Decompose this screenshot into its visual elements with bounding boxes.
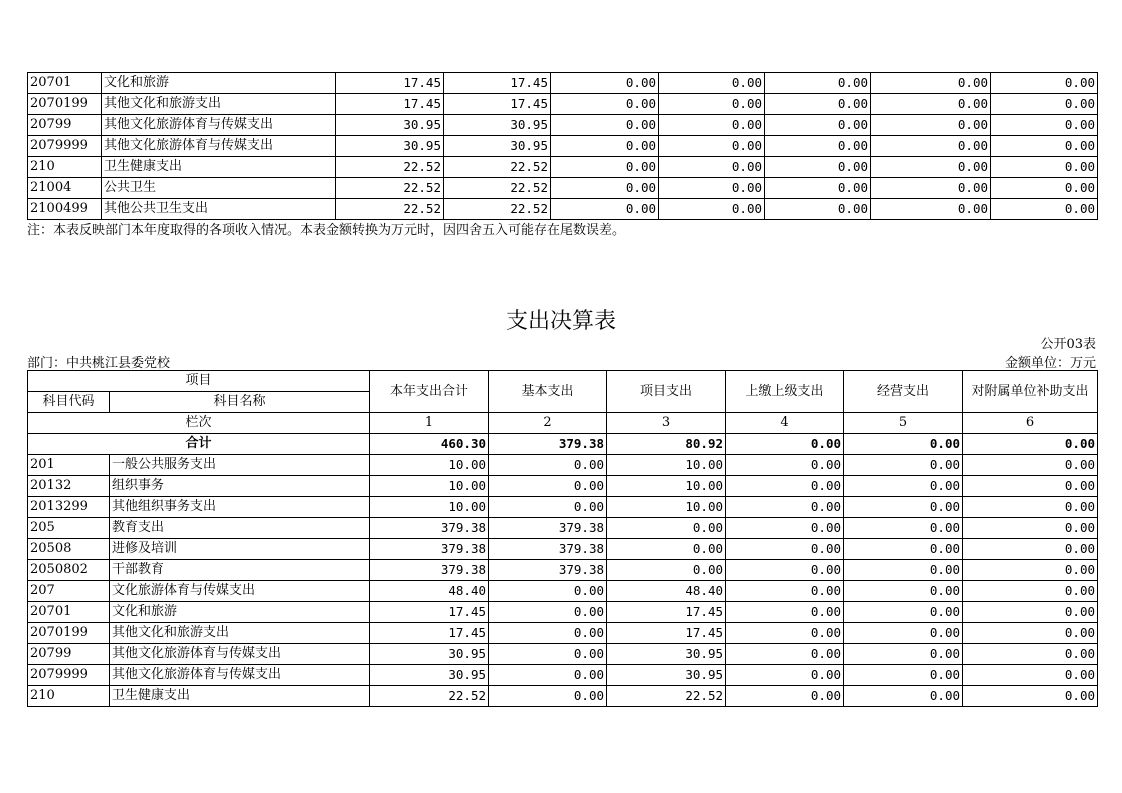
- amount-cell: 0.00: [963, 623, 1098, 644]
- amount-cell: 0.00: [607, 518, 726, 539]
- amount-cell: 0.00: [489, 476, 607, 497]
- amount-cell: 0.00: [765, 73, 871, 94]
- subject-code: 2070199: [28, 94, 102, 115]
- amount-cell: 17.45: [370, 602, 489, 623]
- amount-cell: 379.38: [489, 518, 607, 539]
- subject-name: 其他文化旅游体育与传媒支出: [102, 136, 336, 157]
- subject-name: 进修及培训: [110, 539, 370, 560]
- amount-cell: 10.00: [607, 476, 726, 497]
- subject-name: 其他文化和旅游支出: [102, 94, 336, 115]
- amount-cell: 0.00: [844, 623, 963, 644]
- amount-cell: 0.00: [844, 518, 963, 539]
- subject-name: 干部教育: [110, 560, 370, 581]
- page-title: 支出决算表: [505, 309, 616, 334]
- table-row: [28, 644, 1098, 665]
- amount-cell: 0.00: [963, 455, 1098, 476]
- subject-code: 205: [28, 518, 110, 539]
- subject-code: 2100499: [28, 199, 102, 220]
- total-label: 合计: [28, 434, 370, 455]
- subject-code: 20799: [28, 644, 110, 665]
- table-row: [28, 94, 1098, 115]
- amount-cell: 0.00: [765, 157, 871, 178]
- amount-cell: 0.00: [489, 686, 607, 707]
- subject-code: 20508: [28, 539, 110, 560]
- amount-cell: 10.00: [370, 497, 489, 518]
- header-col-5: 经营支出: [844, 371, 963, 413]
- amount-cell: 0.00: [765, 178, 871, 199]
- table-row: [28, 199, 1098, 220]
- amount-cell: 0.00: [726, 539, 844, 560]
- amount-cell: 0.00: [871, 94, 991, 115]
- amount-cell: 0.00: [551, 178, 659, 199]
- amount-cell: 0.00: [607, 560, 726, 581]
- amount-cell: 0.00: [659, 136, 765, 157]
- amount-cell: 0.00: [726, 518, 844, 539]
- expense-table: [27, 370, 1098, 707]
- amount-cell: 17.45: [444, 73, 551, 94]
- amount-cell: 379.38: [370, 518, 489, 539]
- amount-cell: 48.40: [370, 581, 489, 602]
- amount-cell: 22.52: [444, 178, 551, 199]
- amount-cell: 17.45: [336, 94, 444, 115]
- amount-cell: 0.00: [489, 455, 607, 476]
- table-row: [28, 623, 1098, 644]
- subject-name: 文化旅游体育与传媒支出: [110, 581, 370, 602]
- table-row: [28, 476, 1098, 497]
- col-number: 5: [844, 413, 963, 434]
- subject-code: 2079999: [28, 665, 110, 686]
- amount-cell: 22.52: [607, 686, 726, 707]
- amount-cell: 22.52: [370, 686, 489, 707]
- table-row: [28, 136, 1098, 157]
- amount-cell: 0.00: [871, 136, 991, 157]
- total-value: 460.30: [370, 434, 489, 455]
- amount-cell: 30.95: [370, 665, 489, 686]
- amount-cell: 0.00: [991, 115, 1098, 136]
- amount-cell: 0.00: [844, 686, 963, 707]
- total-value: 0.00: [726, 434, 844, 455]
- subject-name: 卫生健康支出: [110, 686, 370, 707]
- amount-cell: 0.00: [765, 94, 871, 115]
- amount-cell: 0.00: [844, 539, 963, 560]
- amount-cell: 0.00: [489, 644, 607, 665]
- amount-cell: 0.00: [659, 157, 765, 178]
- subject-name: 其他文化旅游体育与传媒支出: [110, 665, 370, 686]
- amount-cell: 0.00: [991, 157, 1098, 178]
- subject-code: 21004: [28, 178, 102, 199]
- amount-cell: 0.00: [551, 157, 659, 178]
- amount-cell: 30.95: [336, 136, 444, 157]
- table-row: [28, 157, 1098, 178]
- col-number: 2: [489, 413, 607, 434]
- amount-cell: 0.00: [991, 136, 1098, 157]
- amount-cell: 379.38: [370, 539, 489, 560]
- amount-cell: 17.45: [607, 602, 726, 623]
- amount-cell: 17.45: [607, 623, 726, 644]
- amount-cell: 17.45: [370, 623, 489, 644]
- subject-name: 文化和旅游: [110, 602, 370, 623]
- amount-cell: 0.00: [963, 560, 1098, 581]
- header-subject-code: 科目代码: [28, 392, 110, 413]
- amount-cell: 0.00: [489, 581, 607, 602]
- amount-cell: 0.00: [871, 199, 991, 220]
- subject-name: 其他文化旅游体育与传媒支出: [110, 644, 370, 665]
- amount-cell: 0.00: [963, 539, 1098, 560]
- subject-name: 其他组织事务支出: [110, 497, 370, 518]
- amount-cell: 0.00: [726, 560, 844, 581]
- amount-cell: 0.00: [963, 476, 1098, 497]
- amount-cell: 0.00: [765, 136, 871, 157]
- header-col-index: 栏次: [28, 413, 370, 434]
- amount-cell: 30.95: [444, 115, 551, 136]
- amount-cell: 0.00: [607, 539, 726, 560]
- department-label: 部门：中共桃江县委党校: [27, 356, 171, 371]
- amount-cell: 0.00: [844, 602, 963, 623]
- amount-cell: 22.52: [336, 178, 444, 199]
- table-row: [28, 686, 1098, 707]
- amount-cell: 0.00: [765, 115, 871, 136]
- amount-cell: 0.00: [726, 623, 844, 644]
- amount-cell: 0.00: [659, 199, 765, 220]
- col-number: 1: [370, 413, 489, 434]
- amount-cell: 30.95: [607, 665, 726, 686]
- amount-cell: 0.00: [963, 665, 1098, 686]
- total-value: 0.00: [963, 434, 1098, 455]
- amount-cell: 30.95: [607, 644, 726, 665]
- table-row: [28, 581, 1098, 602]
- amount-cell: 0.00: [489, 602, 607, 623]
- table-row: [28, 497, 1098, 518]
- amount-cell: 0.00: [844, 497, 963, 518]
- header-col-3: 项目支出: [607, 371, 726, 413]
- amount-cell: 30.95: [370, 644, 489, 665]
- amount-cell: 22.52: [444, 199, 551, 220]
- unit-label: 金额单位：万元: [1004, 356, 1096, 371]
- table-row: [28, 73, 1098, 94]
- amount-cell: 0.00: [844, 476, 963, 497]
- amount-cell: 0.00: [489, 623, 607, 644]
- amount-cell: 0.00: [871, 73, 991, 94]
- table-row: [28, 539, 1098, 560]
- amount-cell: 0.00: [551, 73, 659, 94]
- amount-cell: 0.00: [489, 497, 607, 518]
- amount-cell: 0.00: [844, 665, 963, 686]
- amount-cell: 0.00: [551, 136, 659, 157]
- amount-cell: 17.45: [336, 73, 444, 94]
- amount-cell: 379.38: [489, 539, 607, 560]
- amount-cell: 0.00: [726, 497, 844, 518]
- subject-name: 教育支出: [110, 518, 370, 539]
- amount-cell: 0.00: [659, 115, 765, 136]
- subject-code: 20701: [28, 602, 110, 623]
- total-value: 0.00: [844, 434, 963, 455]
- amount-cell: 10.00: [607, 455, 726, 476]
- amount-cell: 0.00: [844, 581, 963, 602]
- amount-cell: 0.00: [659, 178, 765, 199]
- amount-cell: 30.95: [444, 136, 551, 157]
- amount-cell: 30.95: [336, 115, 444, 136]
- table-row: [28, 560, 1098, 581]
- amount-cell: 0.00: [726, 455, 844, 476]
- amount-cell: 0.00: [963, 644, 1098, 665]
- amount-cell: 0.00: [871, 178, 991, 199]
- amount-cell: 0.00: [726, 665, 844, 686]
- header-col-2: 基本支出: [489, 371, 607, 413]
- subject-name: 一般公共服务支出: [110, 455, 370, 476]
- total-value: 379.38: [489, 434, 607, 455]
- amount-cell: 0.00: [726, 644, 844, 665]
- amount-cell: 0.00: [659, 73, 765, 94]
- amount-cell: 0.00: [551, 199, 659, 220]
- income-table: [27, 72, 1098, 220]
- amount-cell: 0.00: [991, 73, 1098, 94]
- amount-cell: 10.00: [370, 476, 489, 497]
- subject-name: 公共卫生: [102, 178, 336, 199]
- amount-cell: 0.00: [871, 157, 991, 178]
- subject-name: 组织事务: [110, 476, 370, 497]
- subject-code: 2070199: [28, 623, 110, 644]
- income-note: 注：本表反映部门本年度取得的各项收入情况。本表金额转换为万元时，因四舍五入可能存在尾数误差。: [27, 223, 626, 238]
- amount-cell: 0.00: [844, 644, 963, 665]
- subject-name: 文化和旅游: [102, 73, 336, 94]
- amount-cell: 0.00: [963, 497, 1098, 518]
- header-col-6: 对附属单位补助支出: [963, 371, 1098, 413]
- header-item: 项目: [28, 371, 370, 392]
- header-col-1: 本年支出合计: [370, 371, 489, 413]
- header-col-4: 上缴上级支出: [726, 371, 844, 413]
- amount-cell: 0.00: [551, 115, 659, 136]
- subject-code: 2079999: [28, 136, 102, 157]
- amount-cell: 0.00: [726, 602, 844, 623]
- total-value: 80.92: [607, 434, 726, 455]
- amount-cell: 0.00: [991, 94, 1098, 115]
- amount-cell: 0.00: [871, 115, 991, 136]
- subject-code: 2013299: [28, 497, 110, 518]
- subject-code: 20799: [28, 115, 102, 136]
- subject-code: 207: [28, 581, 110, 602]
- amount-cell: 0.00: [991, 199, 1098, 220]
- amount-cell: 0.00: [726, 686, 844, 707]
- subject-name: 其他文化和旅游支出: [110, 623, 370, 644]
- amount-cell: 0.00: [726, 581, 844, 602]
- table-code-label: 公开03表: [1040, 337, 1096, 352]
- table-row: [28, 518, 1098, 539]
- table-row: [28, 602, 1098, 623]
- amount-cell: 0.00: [991, 178, 1098, 199]
- amount-cell: 379.38: [370, 560, 489, 581]
- header-subject-name: 科目名称: [110, 392, 370, 413]
- subject-name: 卫生健康支出: [102, 157, 336, 178]
- amount-cell: 22.52: [444, 157, 551, 178]
- amount-cell: 17.45: [444, 94, 551, 115]
- amount-cell: 0.00: [963, 581, 1098, 602]
- subject-code: 2050802: [28, 560, 110, 581]
- amount-cell: 0.00: [726, 476, 844, 497]
- amount-cell: 0.00: [489, 665, 607, 686]
- amount-cell: 0.00: [765, 199, 871, 220]
- subject-code: 210: [28, 686, 110, 707]
- amount-cell: 379.38: [489, 560, 607, 581]
- amount-cell: 0.00: [963, 518, 1098, 539]
- amount-cell: 10.00: [370, 455, 489, 476]
- amount-cell: 0.00: [551, 94, 659, 115]
- amount-cell: 0.00: [844, 455, 963, 476]
- subject-name: 其他公共卫生支出: [102, 199, 336, 220]
- table-row: [28, 665, 1098, 686]
- subject-code: 20701: [28, 73, 102, 94]
- subject-code: 210: [28, 157, 102, 178]
- amount-cell: 48.40: [607, 581, 726, 602]
- col-number: 4: [726, 413, 844, 434]
- amount-cell: 0.00: [844, 560, 963, 581]
- amount-cell: 0.00: [963, 686, 1098, 707]
- col-number: 6: [963, 413, 1098, 434]
- amount-cell: 22.52: [336, 157, 444, 178]
- col-number: 3: [607, 413, 726, 434]
- subject-code: 20132: [28, 476, 110, 497]
- subject-name: 其他文化旅游体育与传媒支出: [102, 115, 336, 136]
- table-row: [28, 455, 1098, 476]
- table-row: [28, 178, 1098, 199]
- amount-cell: 10.00: [607, 497, 726, 518]
- amount-cell: 0.00: [963, 602, 1098, 623]
- table-row: [28, 115, 1098, 136]
- amount-cell: 0.00: [659, 94, 765, 115]
- subject-code: 201: [28, 455, 110, 476]
- amount-cell: 22.52: [336, 199, 444, 220]
